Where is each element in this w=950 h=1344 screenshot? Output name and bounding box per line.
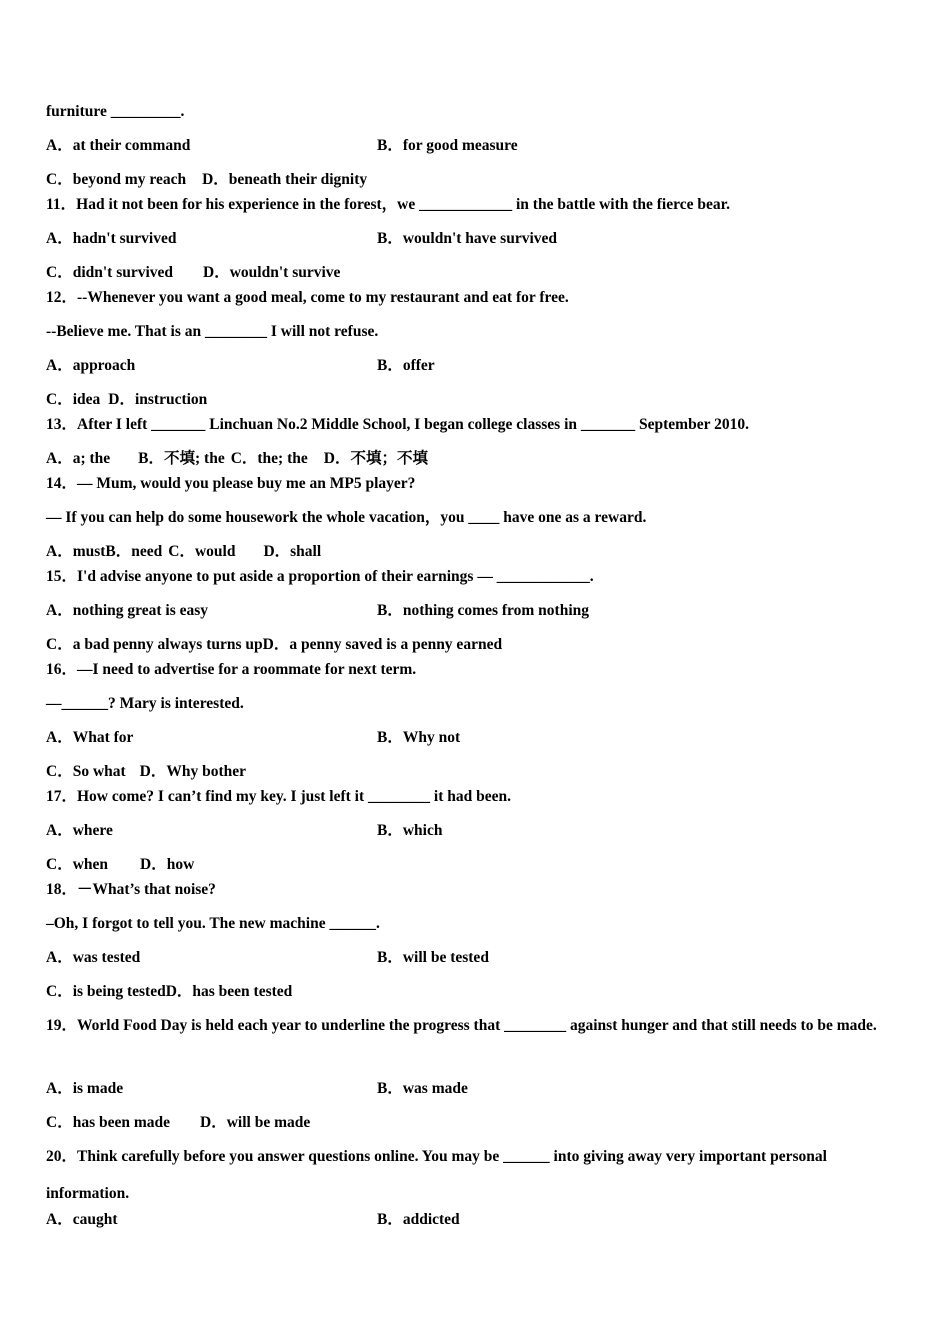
- q10-stem-continued: furniture _________.: [46, 103, 185, 120]
- q13-option-c: C．the; the: [230, 450, 308, 467]
- q18-stem: 18．－What’s that noise?: [46, 881, 216, 898]
- q14-stem: 14．— Mum, would you please buy me an MP5 player?: [46, 475, 416, 492]
- q17-option-b: B．which: [377, 822, 443, 839]
- q11-option-a: A．hadn't survived: [46, 230, 177, 247]
- q12-stem: 12．--Whenever you want a good meal, come to my restaurant and eat for free.: [46, 289, 569, 306]
- q14-option-d: D．shall: [263, 543, 322, 560]
- q15-stem: 15．I'd advise anyone to put aside a proportion of their earnings — ____________.: [46, 568, 594, 585]
- q10-option-a: A．at their command: [46, 137, 191, 154]
- q18-option-b: B．will be tested: [377, 949, 489, 966]
- q16-option-c: C．So what: [46, 763, 126, 780]
- q10-option-d: D．beneath their dignity: [202, 171, 368, 188]
- q12-option-c: C．idea: [46, 391, 101, 408]
- q19-options-cd: [46, 1113, 310, 1133]
- q17-stem: 17．How come? I can’t find my key. I just left it ________ it had been.: [46, 788, 511, 805]
- q15-option-d: D．a penny saved is a penny earned: [262, 636, 503, 653]
- q12-option-a: A．approach: [46, 357, 136, 374]
- q10-options-cd: [46, 170, 367, 190]
- q18-option-a: A．was tested: [46, 949, 141, 966]
- q20-option-b: B．addicted: [377, 1211, 460, 1228]
- q14-dialogue-line: — If you can help do some housework the whole vacation，you ____ have one as a reward.: [46, 509, 647, 526]
- q10-option-b: B．for good measure: [377, 137, 518, 154]
- q13-option-a: A．a; the: [46, 450, 111, 467]
- q16-options-cd: [46, 762, 246, 782]
- q13-options: [46, 449, 428, 469]
- q19-option-b: B．was made: [377, 1080, 468, 1097]
- q11-option-b: B．wouldn't have survived: [377, 230, 558, 247]
- q17-option-a: A．where: [46, 822, 113, 839]
- q15-option-c: C．a bad penny always turns up: [46, 636, 263, 653]
- q13-option-d: D．不填；不填: [323, 450, 428, 467]
- q16-option-a: A．What for: [46, 729, 134, 746]
- q14-option-c: C．would: [168, 543, 236, 560]
- q15-options-cd: [46, 635, 502, 655]
- q11-stem: 11．Had it not been for his experience in the forest，we ____________ in the battle with the fierce bear.: [46, 196, 730, 213]
- q20-option-a: A．caught: [46, 1211, 118, 1228]
- q18-option-c: C．is being tested: [46, 983, 166, 1000]
- q19-option-a: A．is made: [46, 1080, 124, 1097]
- q14-option-a: A．must: [46, 543, 106, 560]
- q14-options: [46, 542, 321, 562]
- q20-stem: 20．Think carefully before you answer questions online. You may be ______ into giving away very important personal information.: [46, 1148, 827, 1202]
- q17-option-d: D．how: [140, 856, 195, 873]
- q19-stem: 19．World Food Day is held each year to underline the progress that ________ against hunger and that still needs to be made.: [46, 1017, 877, 1034]
- q19-option-d: D．will be made: [200, 1114, 311, 1131]
- q17-options-cd: [46, 855, 194, 875]
- q19-option-c: C．has been made: [46, 1114, 171, 1131]
- q13-stem: 13．After I left _______ Linchuan No.2 Middle School, I began college classes in _______ September 2010.: [46, 416, 749, 433]
- q18-option-d: D．has been tested: [165, 983, 293, 1000]
- q14-option-b: B．need: [105, 543, 163, 560]
- q12-options-cd: [46, 390, 207, 410]
- q12-option-d: D．instruction: [108, 391, 208, 408]
- q12-option-b: B．offer: [377, 357, 435, 374]
- q16-dialogue-line: —______? Mary is interested.: [46, 695, 244, 712]
- q17-option-c: C．when: [46, 856, 109, 873]
- q15-option-b: B．nothing comes from nothing: [377, 602, 589, 619]
- q15-option-a: A．nothing great is easy: [46, 602, 209, 619]
- q16-stem: 16．—I need to advertise for a roommate for next term.: [46, 661, 417, 678]
- q16-option-d: D．Why bother: [139, 763, 247, 780]
- q18-options-cd: [46, 982, 292, 1002]
- q11-option-d: D．wouldn't survive: [203, 264, 341, 281]
- q13-option-b: B．不填; the: [138, 450, 225, 467]
- q10-option-c: C．beyond my reach: [46, 171, 187, 188]
- q11-option-c: C．didn't survived: [46, 264, 174, 281]
- q11-options-cd: [46, 263, 340, 283]
- q18-dialogue-line: –Oh, I forgot to tell you. The new machine ______.: [46, 915, 380, 932]
- q12-dialogue-line: --Believe me. That is an ________ I will not refuse.: [46, 323, 379, 340]
- q16-option-b: B．Why not: [377, 729, 461, 746]
